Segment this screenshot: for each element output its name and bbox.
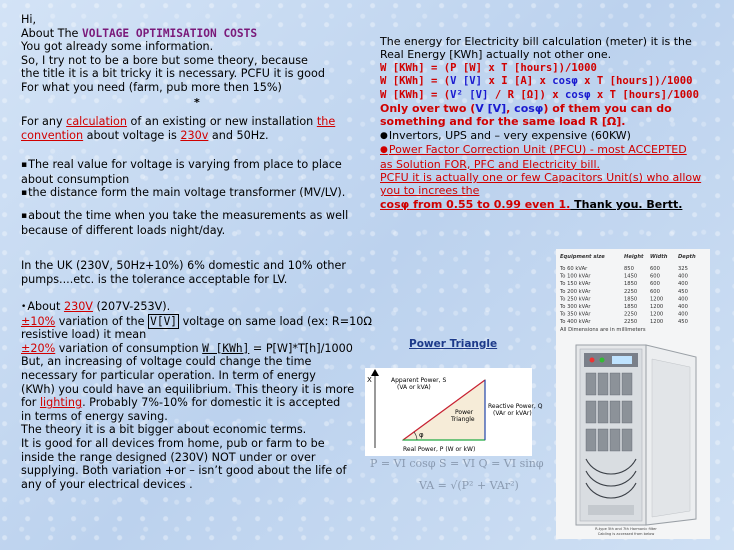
bullet-item: ●Power Factor Correction Unit (PFCU) - most ACCEPTED	[380, 143, 687, 157]
voltage-value: 230v	[180, 128, 209, 142]
variation-paragraph: •About 230V (207V-253V). ±10% variation of the V[V] voltage on same load (ex: R=10Ω resistive load) it mean ±20% variation of consumption W [KWh] = P[W]*T[h]/1000 But, an increasing of voltage could change the time necessary for particular operation. In term of energy (KWh) you could have an equilibrium. This theory it is more for lighting. Probably 7%-10% for domestic it is accepted in terms of energy saving. The theory it is a bit bigger about economic terms. It is good for all devices from home, pub or farm to be inside the range designed (230V) NOT under or over supplying. Both variation +or – isn’t good about the life of any of your electrical devices .	[21, 300, 372, 491]
real-power-label: Real Power, P (W or kW)	[403, 446, 476, 453]
apparent-power-formula: VA = √(P² + VAr²)	[419, 479, 519, 492]
table-cell: 1850	[624, 304, 638, 310]
table-cell: 400	[678, 273, 688, 280]
table-cell: 1850	[624, 296, 638, 303]
table-cell: To 350 kVAr	[560, 311, 591, 318]
table-header: Width	[650, 254, 668, 260]
table-cell: To 150 kVAr	[560, 281, 591, 288]
cabinet-svg	[556, 249, 710, 539]
table-cell: 1200	[650, 304, 664, 310]
time-bullet: ▪about the time when you take the measurements as well because of different loads night/day.	[21, 209, 349, 237]
table-cell: 400	[678, 281, 688, 288]
axis-x-label: X	[367, 376, 372, 384]
convention-paragraph: For any calculation of an existing or new installation the convention about voltage is 230v and 50Hz.	[21, 115, 336, 142]
formula-voltage-resistance: W [KWh] = (V² [V] / R [Ω]) x cosφ x T [hours]/1000	[380, 88, 699, 101]
lighting-link: lighting	[39, 396, 83, 410]
table-cell: 1200	[650, 311, 664, 318]
power-triangle-diagram	[365, 368, 543, 456]
energy-formula-section: The energy for Electricity bill calculation (meter) it is the Real Energy [KWh] actually not other one. W [KWh] = (P [W] x T [hours])/1000 W [KWh] = (V [V] x I [A] x cosφ x T [hours])/1000 W [KWh] = (V² [V] / R [Ω]) x cosφ x T [hours]/1000 Only over two (V [V], cosφ) of them you can do something and for the same load R [Ω]. ●Invertors, UPS and – very expensive (60KW) ●Power Factor Correction Unit (PFCU) - most ACCEPTED as Solution FOR, PFC and Electricity bill. PCFU it is actually one or few Capacitors Unit(s) who allow you to increes the cosφ from 0.55 to 0.99 even 1. Thank you. Bertt.	[380, 35, 702, 211]
power-triangle-svg	[365, 368, 543, 456]
table-cell: To 100 kVAr	[560, 273, 591, 280]
table-header: Equipment size	[560, 254, 605, 260]
triangle-center-2: Triangle	[451, 416, 475, 423]
reactive-power-label: Reactive Power, Q	[488, 403, 543, 410]
apparent-power-unit: (VA or kVA)	[397, 384, 431, 391]
y-axis-arrow	[371, 369, 379, 376]
bullet-item: ●Invertors, UPS and – very expensive (60KW)	[380, 128, 631, 142]
table-cell: 400	[678, 304, 688, 310]
bullet-item: ▪about the time when you take the measurements as well	[21, 209, 349, 222]
table-cell: To 400 kVAr	[560, 319, 591, 326]
topic-title: VOLTAGE OPTIMISATION COSTS	[82, 26, 258, 40]
voltage-bullets: ▪The real value for voltage is varying from place to place about consumption ▪the distance form the main voltage transformer (MV/LV).	[21, 158, 346, 200]
table-header: Height	[624, 254, 644, 260]
calculation-link: calculation	[66, 115, 127, 128]
table-cell: To 60 kVAr	[560, 266, 588, 272]
table-cell: 600	[650, 281, 660, 288]
power-triangle-title: Power Triangle	[409, 338, 498, 350]
table-footnote: All Dimensions are in millimeters	[560, 326, 646, 333]
table-cell: 450	[678, 288, 688, 295]
uk-tolerance-paragraph: In the UK (230V, 50Hz+10%) 6% domestic and 10% other pumps....etc. is the tolerance acceptable for LV.	[21, 259, 347, 286]
triangle-center-1: Power	[455, 409, 474, 416]
apparent-power-label: Apparent Power, S	[391, 377, 447, 384]
bullet-item: ▪The real value for voltage is varying from place to place	[21, 158, 342, 171]
intro-title-line: About The VOLTAGE OPTIMISATION COSTS	[21, 26, 258, 40]
table-cell: 600	[650, 288, 660, 295]
table-cell: 2250	[624, 311, 638, 318]
table-cell: 2250	[624, 319, 638, 326]
table-cell: 325	[678, 266, 688, 272]
table-cell: 1850	[624, 281, 638, 288]
table-cell: 600	[650, 266, 660, 272]
reactive-power-unit: (VAr or kVAr)	[493, 410, 532, 417]
cabinet-caption-2: Cabling is accessed from below	[597, 532, 655, 536]
table-cell: 400	[678, 311, 688, 318]
table-cell: 1200	[650, 296, 664, 303]
formula-power-time: W [KWh] = (P [W] x T [hours])/1000	[380, 61, 597, 74]
table-header: Depth	[678, 254, 696, 260]
phi-label: φ	[419, 431, 424, 439]
table-cell: To 300 kVAr	[560, 304, 591, 310]
table-cell: 450	[678, 319, 688, 326]
table-cell: To 200 kVAr	[560, 288, 591, 295]
star-mark: *	[194, 96, 200, 109]
formula-voltage-current: W [KWh] = (V [V] x I [A] x cosφ x T [hours])/1000	[380, 75, 693, 88]
table-cell: 850	[624, 266, 634, 272]
table-cell: 600	[650, 273, 660, 280]
intro-paragraph: Hi, About The VOLTAGE OPTIMISATION COSTS You got already some information. So, I try not to be a bore but some theory, because the title it is a bit tricky it is necessary. PCFU it is good For what you need (farm, pub more then 15%)	[21, 13, 325, 94]
power-formulas: P = VI cosφ S = VI Q = VI sinφ	[370, 457, 544, 470]
table-cell: 1200	[650, 319, 664, 326]
table-cell: To 250 kVAr	[560, 296, 591, 303]
about-230v-line: •About 230V (207V-253V).	[21, 300, 171, 313]
table-cell: 1450	[624, 273, 638, 280]
capacitor-cabinet-image	[556, 249, 710, 539]
bullet-item: ▪the distance form the main voltage transformer (MV/LV).	[21, 186, 346, 200]
table-cell: 2250	[624, 288, 638, 295]
greeting: Hi,	[21, 13, 37, 26]
cabinet-caption-1: R-type 5th and 7th Harmonic filter	[595, 527, 657, 531]
table-cell: 400	[678, 296, 688, 303]
